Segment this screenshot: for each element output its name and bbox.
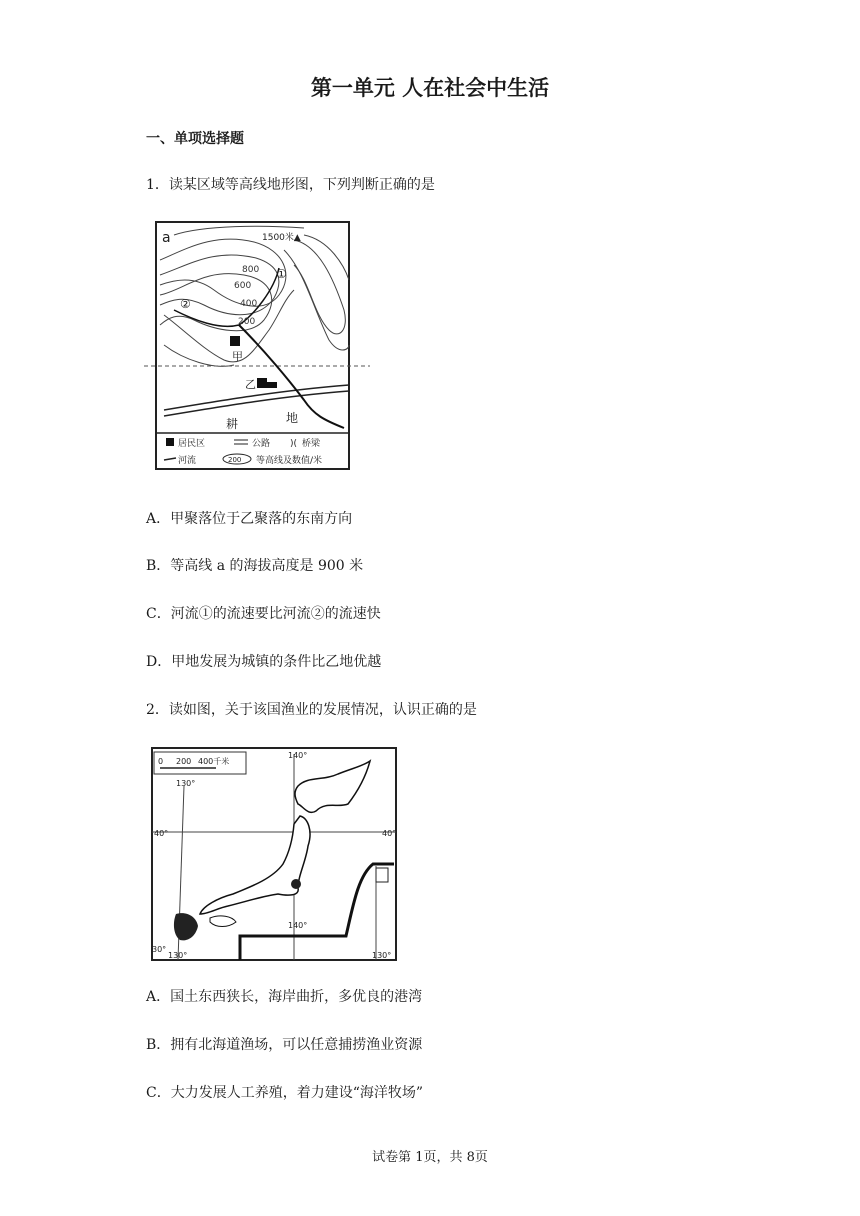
- legend-contour: 等高线及数值/米: [256, 456, 323, 466]
- q2-option-b: B．拥有北海道渔场，可以任意捕捞渔业资源: [146, 1037, 423, 1053]
- legend-bridge: 桥梁: [302, 439, 321, 449]
- svg-text:800: 800: [242, 265, 260, 275]
- svg-text:地: 地: [286, 411, 299, 425]
- svg-text:40°: 40°: [154, 829, 169, 838]
- contour-map-figure: [144, 220, 370, 472]
- svg-text:600: 600: [234, 281, 252, 291]
- q1-option-c: C．河流①的流速要比河流②的流速快: [146, 606, 381, 622]
- question-1-stem: 1．读某区域等高线地形图，下列判断正确的是: [146, 177, 435, 193]
- section-heading: 一、单项选择题: [146, 131, 244, 147]
- settlement-yi-label: 乙: [245, 378, 256, 391]
- q2-option-a: A．国土东西狭长，海岸曲折，多优良的港湾: [146, 989, 423, 1005]
- svg-text:)(: )(: [290, 439, 298, 449]
- q2-option-c: C．大力发展人工养殖，着力建设“海洋牧场”: [146, 1085, 424, 1101]
- contour-a-label: a: [162, 230, 171, 246]
- svg-text:耕: 耕: [226, 417, 239, 431]
- peak-label: 1500米▲: [262, 233, 301, 243]
- q1-option-d: D．甲地发展为城镇的条件比乙地优越: [146, 654, 382, 670]
- svg-text:140°: 140°: [288, 921, 308, 930]
- svg-text:200: 200: [176, 757, 192, 766]
- svg-text:140°: 140°: [288, 751, 308, 760]
- legend-settlement: 居民区: [178, 439, 206, 449]
- japan-map-figure: [148, 746, 398, 964]
- page-title: 第一单元 人在社会中生活: [310, 76, 550, 100]
- svg-text:200: 200: [228, 456, 242, 464]
- svg-text:130°: 130°: [176, 779, 196, 788]
- q1-option-b: B．等高线 a 的海拔高度是 900 米: [146, 558, 364, 574]
- question-2-stem: 2．读如图，关于该国渔业的发展情况，认识正确的是: [146, 702, 477, 718]
- legend-road: 公路: [252, 439, 271, 449]
- svg-text:130°: 130°: [168, 951, 188, 960]
- svg-text:200: 200: [238, 317, 256, 327]
- settlement-jia-label: 甲: [232, 350, 243, 363]
- svg-text:130°: 130°: [372, 951, 392, 960]
- page-footer: 试卷第 1页，共 8页: [372, 1150, 488, 1165]
- svg-text:400千米: 400千米: [198, 757, 230, 766]
- q1-option-a: A．甲聚落位于乙聚落的东南方向: [146, 511, 353, 527]
- legend-river: 河流: [178, 456, 197, 466]
- svg-text:400: 400: [240, 299, 258, 309]
- river-1-label: ①: [276, 267, 287, 281]
- river-2-label: ②: [180, 297, 191, 311]
- svg-text:40°: 40°: [382, 829, 397, 838]
- svg-text:30°: 30°: [152, 945, 167, 954]
- svg-text:0: 0: [158, 757, 164, 766]
